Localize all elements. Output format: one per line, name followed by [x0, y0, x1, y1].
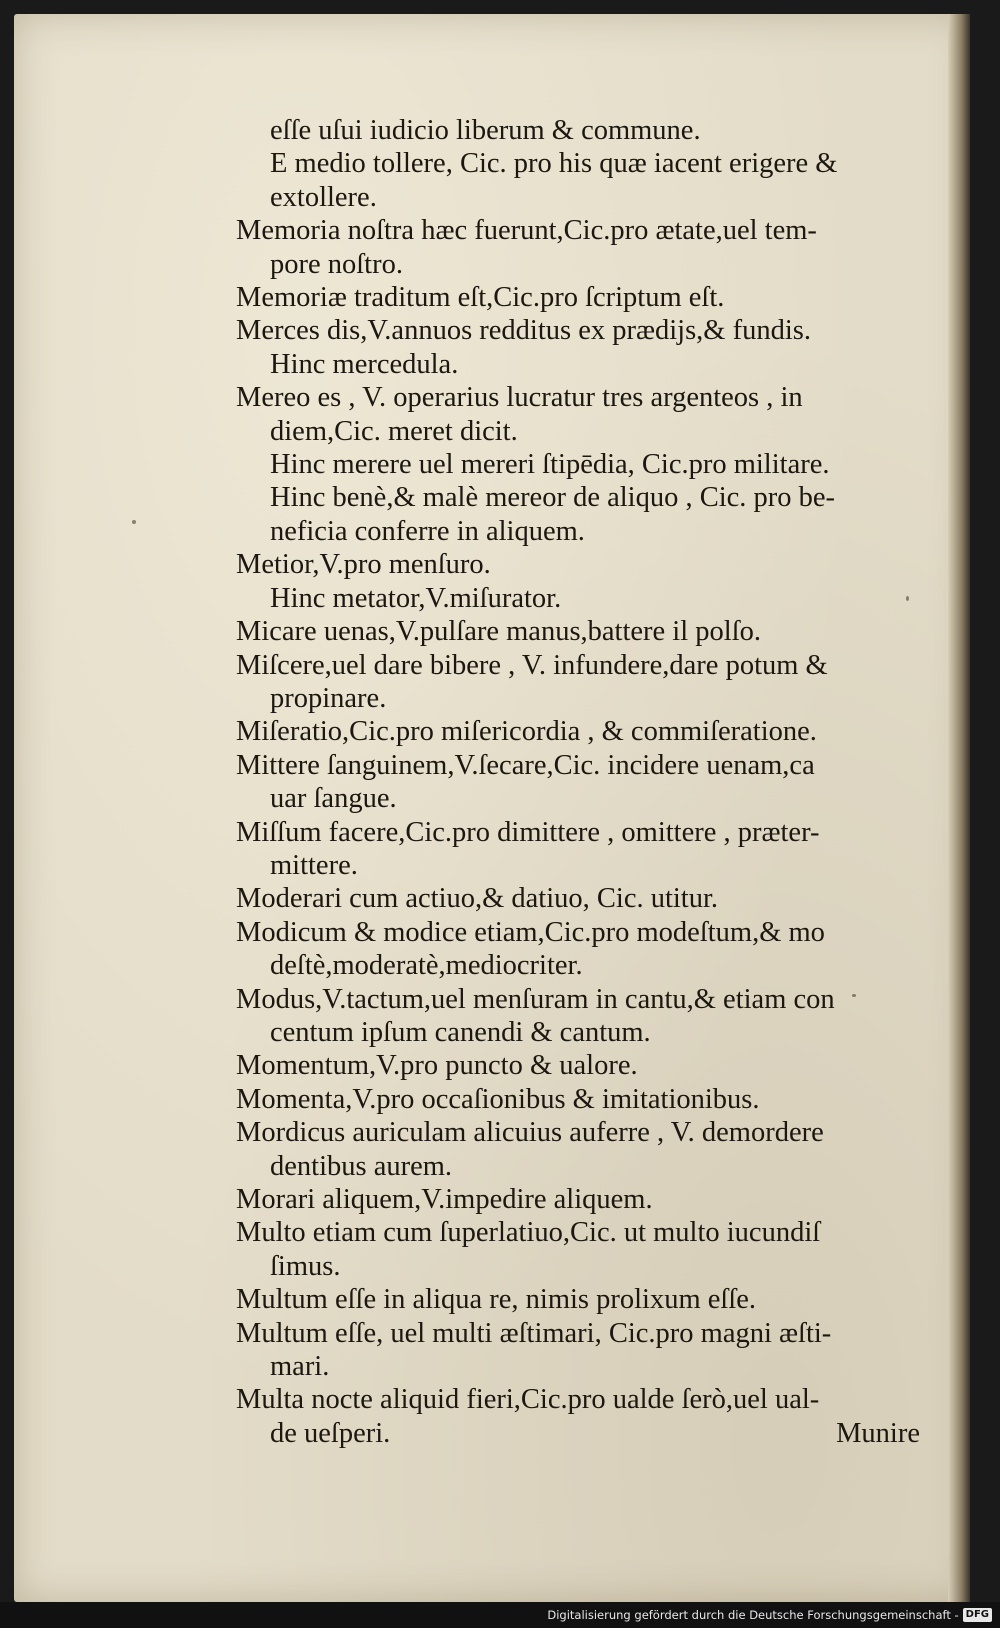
entry-headword-line: Moderari cum actiuo,& datiuo, Cic. utitur. [236, 883, 719, 915]
entry-headword-line: Memoriæ traditum eſt,Cic.pro ſcriptum eſt. [236, 282, 725, 314]
book-page [14, 14, 970, 1602]
entry-headword-line: Multo etiam cum ſuperlatiuo,Cic. ut multo iucundiſ [236, 1217, 821, 1249]
entry-continuation-line: neficia conferre in aliquem. [270, 515, 585, 547]
entry-continuation-line: extollere. [270, 181, 377, 213]
entry-continuation-line: Hinc mercedula. [270, 348, 459, 380]
entry-headword-line: Morari aliquem,V.impedire aliquem. [236, 1184, 653, 1215]
entry-continuation-line: Hinc merere uel mereri ſtipēdia, Cic.pro militare. [270, 449, 830, 481]
entry-continuation-line: propinare. [270, 682, 387, 714]
entry-continuation-line: Hinc metator,V.miſurator. [270, 582, 562, 614]
entry-headword-line: Mordicus auriculam alicuius auferre , V. demordere [236, 1117, 824, 1149]
entry-continuation-line: ſimus. [270, 1250, 341, 1282]
entry-continuation-line: centum ipſum canendi & cantum. [270, 1016, 651, 1048]
entry-headword-line: Memoria noſtra hæc fuerunt,Cic.pro ætate,uel tem- [236, 215, 817, 247]
entry-headword-line: Mittere ſanguinem,V.ſecare,Cic. incidere uenam,ca [236, 749, 815, 781]
entry-continuation-line: diem,Cic. meret dicit. [270, 415, 518, 447]
entry-headword-line: Mereo es , V. operarius lucratur tres argenteos , in [236, 382, 803, 414]
entry-continuation-line: dentibus aurem. [270, 1150, 453, 1182]
entry-continuation-line: mittere. [270, 849, 358, 881]
funding-credit: Digitalisierung gefördert durch die Deutsche Forschungsgemeinschaft - [547, 1608, 959, 1622]
entry-continuation-line: deſtè,moderatè,mediocriter. [270, 950, 583, 982]
entry-continuation-line: E medio tollere, Cic. pro his quæ iacent erigere & [270, 148, 838, 180]
entry-headword-line: Multum eſſe in aliqua re, nimis prolixum eſſe. [236, 1284, 757, 1316]
dfg-logo: DFG [963, 1608, 992, 1622]
entry-headword-line: Multum eſſe, uel multi æſtimari, Cic.pro magni æſti- [236, 1317, 832, 1349]
entry-headword-line: Metior,V.pro menſuro. [236, 549, 491, 581]
entry-continuation-line: pore noſtro. [270, 248, 403, 280]
last-line [236, 1417, 956, 1450]
catchword: Munire [836, 1417, 920, 1449]
entry-headword-line: Modicum & modice etiam,Cic.pro modeſtum,& mo [236, 916, 825, 948]
entry-continuation-line: uar ſangue. [270, 783, 397, 815]
entry-headword-line: Multa nocte aliquid fieri,Cic.pro ualde ſerò,uel ual- [236, 1384, 820, 1416]
entry-headword-line: Miſeratio,Cic.pro miſericordia , & commiſeratione. [236, 716, 817, 748]
entry-continuation-line: Hinc benè,& malè mereor de aliquo , Cic. pro be- [270, 482, 836, 514]
entry-continuation-line: de ueſperi. [270, 1417, 391, 1449]
entry-headword-line: Modus,V.tactum,uel menſuram in cantu,& etiam con [236, 983, 835, 1015]
entry-headword-line: Momenta,V.pro occaſionibus & imitationibus. [236, 1083, 760, 1115]
dictionary-text-block [236, 114, 956, 1450]
entry-headword-line: Micare uenas,V.pulſare manus,battere il polſo. [236, 616, 761, 648]
entry-continuation-line: mari. [270, 1351, 330, 1383]
entry-headword-line: Momentum,V.pro puncto & ualore. [236, 1050, 638, 1082]
paper-speck [132, 520, 136, 524]
entry-headword-line: Miſſum facere,Cic.pro dimittere , omittere , præter- [236, 816, 820, 848]
entry-continuation-line: eſſe uſui iudicio liberum & commune. [270, 115, 701, 146]
digitization-footer [0, 1602, 1000, 1628]
entry-headword-line: Merces dis,V.annuos redditus ex prædijs,& fundis. [236, 315, 811, 347]
entry-headword-line: Miſcere,uel dare bibere , V. infundere,dare potum & [236, 649, 828, 681]
